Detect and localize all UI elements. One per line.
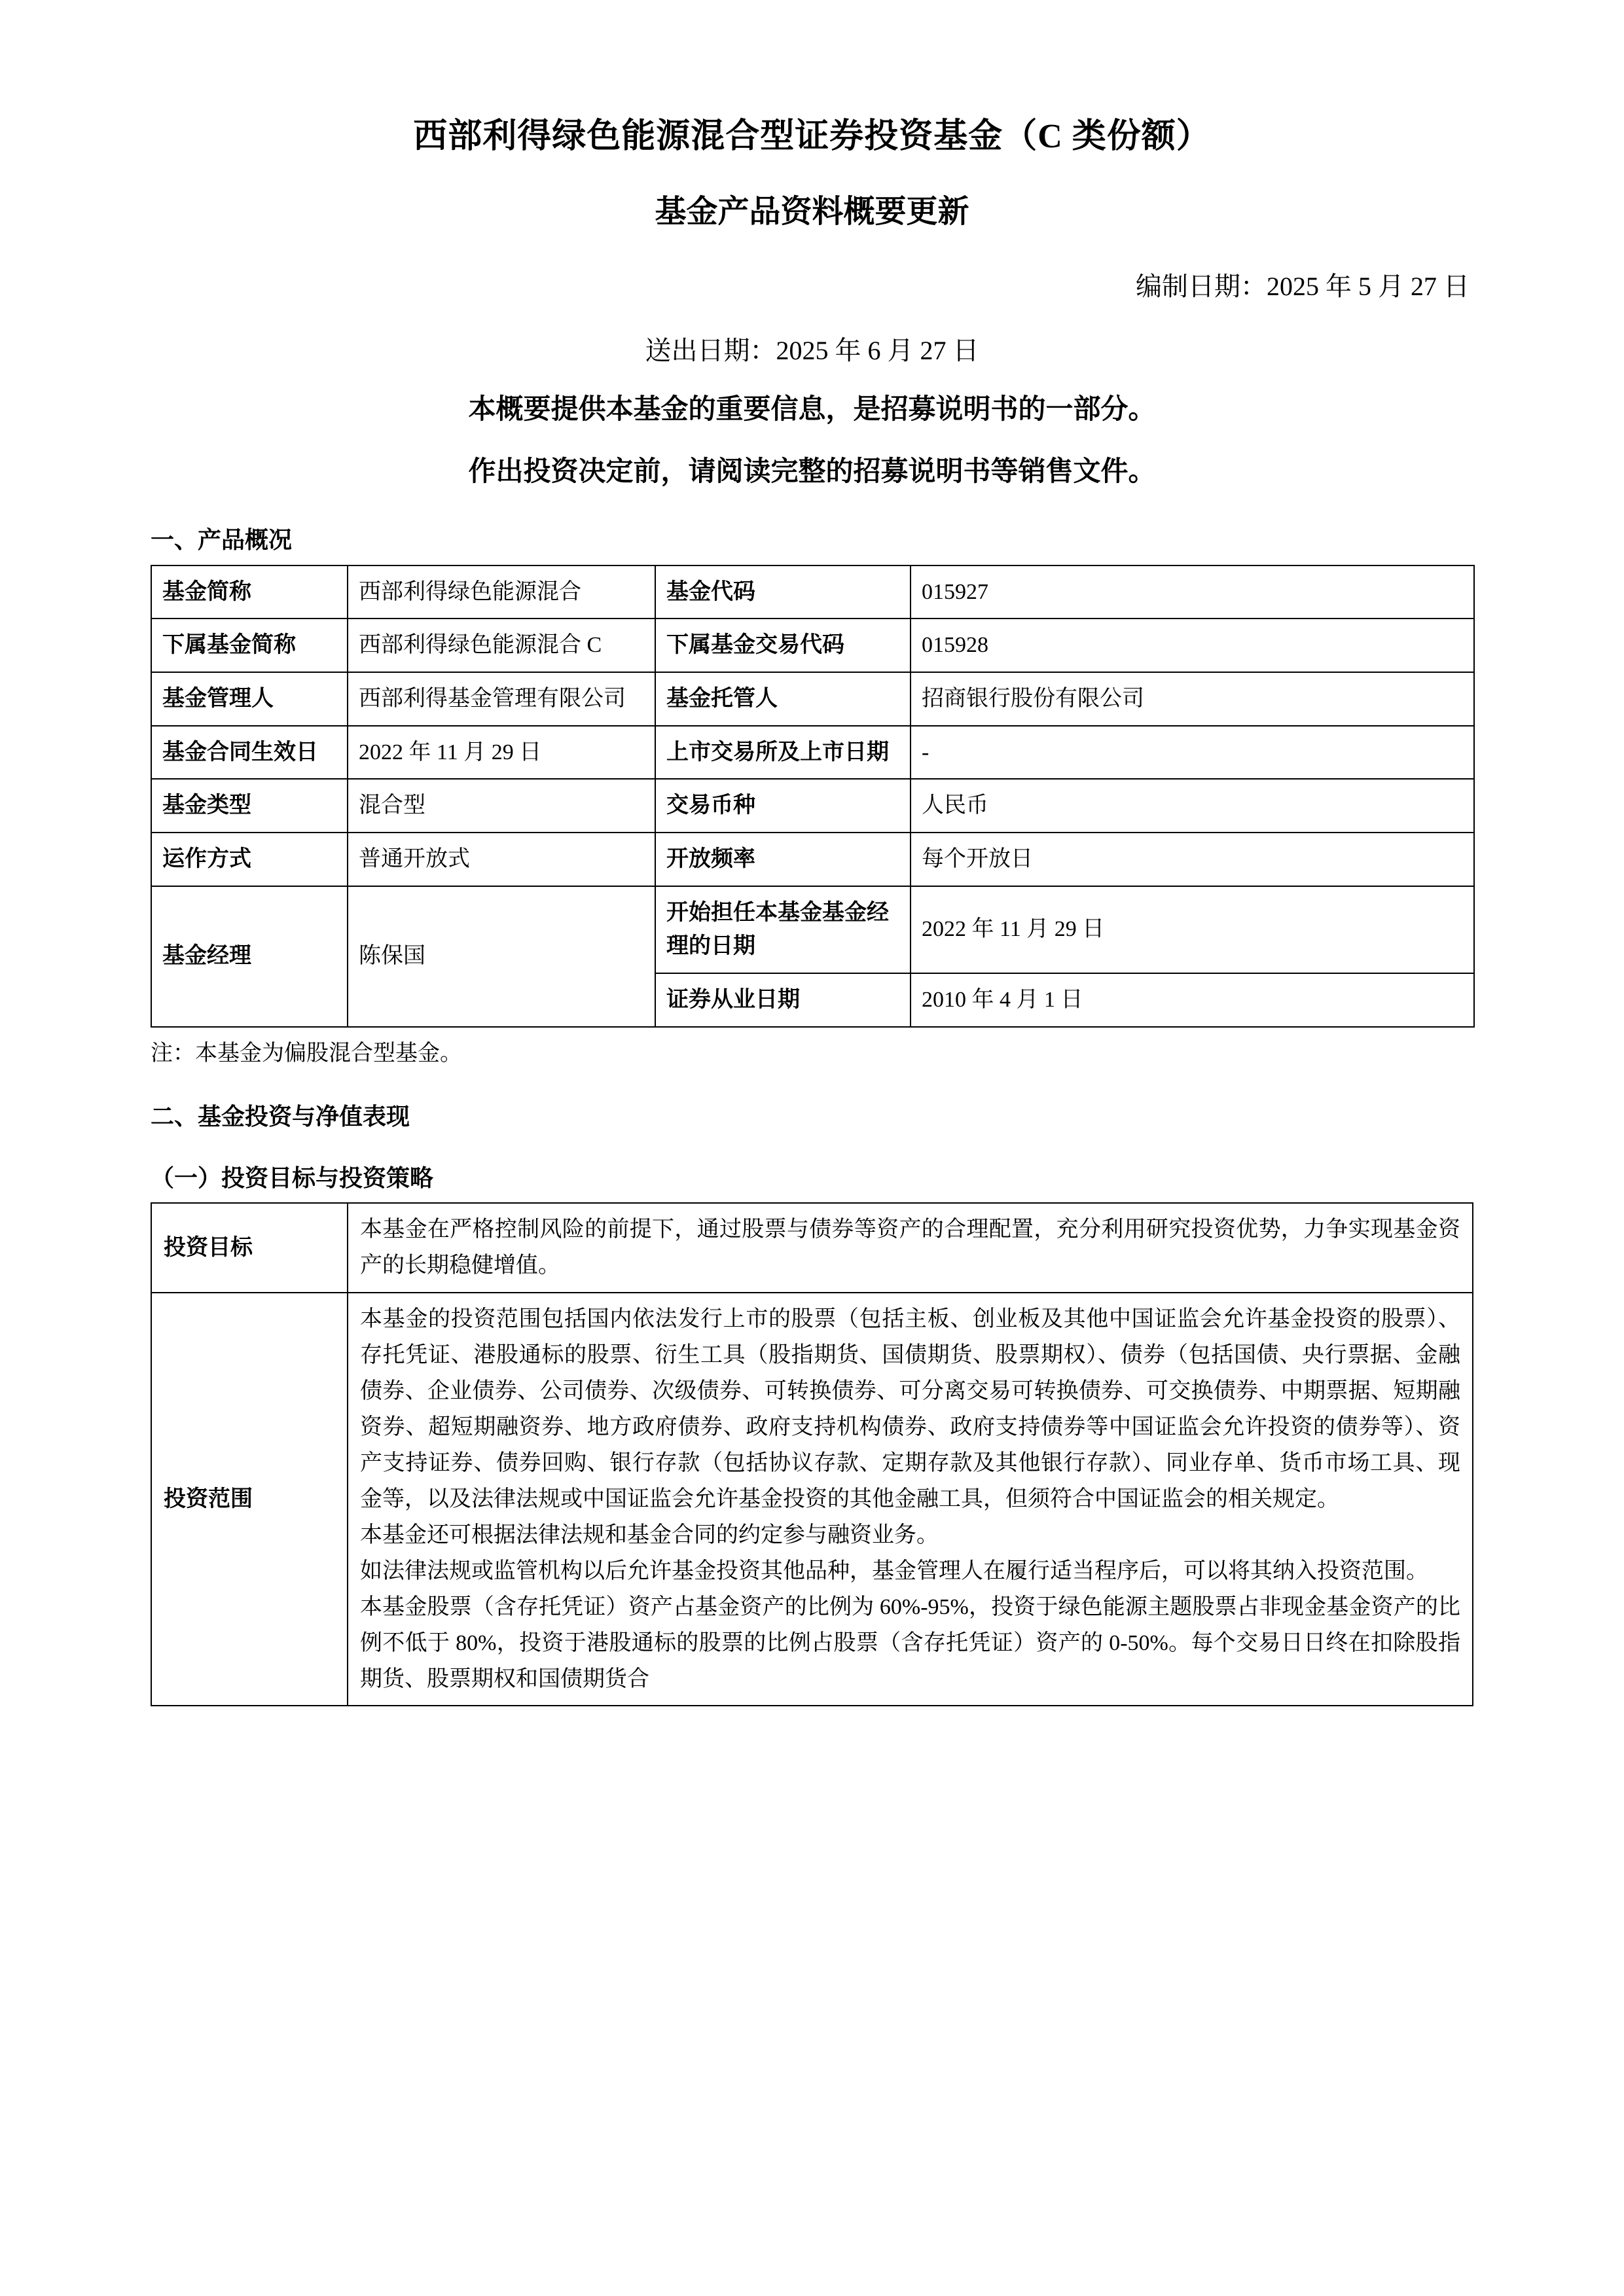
intro-statement-1: 本概要提供本基金的重要信息，是招募说明书的一部分。 bbox=[468, 395, 1156, 425]
cell-value: 西部利得绿色能源混合 C bbox=[348, 619, 655, 672]
cell-value: 混合型 bbox=[348, 779, 655, 833]
cell-label: 基金类型 bbox=[151, 779, 348, 833]
cell-label-fund-manager: 基金经理 bbox=[151, 886, 348, 1027]
cell-label-investment-scope: 投资范围 bbox=[151, 1293, 348, 1706]
cell-value: 015927 bbox=[911, 565, 1474, 619]
table-row bbox=[151, 672, 1474, 726]
investment-strategy-table bbox=[151, 1202, 1473, 1706]
cell-value: 普通开放式 bbox=[348, 833, 655, 886]
table-row bbox=[151, 833, 1474, 886]
cell-value-fund-manager-name: 陈保国 bbox=[348, 886, 655, 1027]
cell-value: - bbox=[911, 726, 1474, 780]
cell-value: 2022 年 11 月 29 日 bbox=[348, 726, 655, 780]
cell-label: 基金代码 bbox=[655, 565, 911, 619]
cell-label: 开放频率 bbox=[655, 833, 911, 886]
cell-value: 人民币 bbox=[911, 779, 1474, 833]
product-overview-note: 注：本基金为偏股混合型基金。 bbox=[151, 1041, 462, 1066]
cell-value-investment-objective: 本基金在严格控制风险的前提下，通过股票与债券等资产的合理配置，充分利用研究投资优势，力争实现基金资产的长期稳健增值。 bbox=[348, 1203, 1473, 1292]
prepared-date: 编制日期：2025 年 5 月 27 日 bbox=[1136, 272, 1470, 301]
cell-value: 015928 bbox=[911, 619, 1474, 672]
cell-label-industry-date: 证券从业日期 bbox=[655, 973, 911, 1027]
product-overview-table bbox=[151, 565, 1475, 1028]
cell-value: 西部利得绿色能源混合 bbox=[348, 565, 655, 619]
table-row bbox=[151, 619, 1474, 672]
cell-label: 运作方式 bbox=[151, 833, 348, 886]
issued-date: 送出日期：2025 年 6 月 27 日 bbox=[645, 336, 979, 365]
cell-value-start-date: 2022 年 11 月 29 日 bbox=[911, 886, 1474, 973]
section-heading-investment-performance: 二、基金投资与净值表现 bbox=[151, 1103, 410, 1130]
section-heading-product-overview: 一、产品概况 bbox=[151, 527, 293, 554]
cell-label: 基金合同生效日 bbox=[151, 726, 348, 780]
scope-paragraph: 本基金的投资范围包括国内依法发行上市的股票（包括主板、创业板及其他中国证监会允许基金投资的股票）、存托凭证、港股通标的股票、衍生工具（股指期货、国债期货、股票期权）、债券（包括国债、央行票据、金融债券、企业债券、公司债券、次级债券、可转换债券、可分离交易可转换债券、可交换债券、中期票据、短期融资券、超短期融资券、地方政府债券、政府支持机构债券、政府支持债券等中国证监会允许投资的债券等）、资产支持证券、债券回购、银行存款（包括协议存款、定期存款及其他银行存款）、同业存单、货币市场工具、现金等，以及法律法规或中国证监会允许基金投资的其他金融工具，但须符合中国证监会的相关规定。 bbox=[360, 1306, 1460, 1511]
table-row bbox=[151, 726, 1474, 780]
cell-label-investment-objective: 投资目标 bbox=[151, 1203, 348, 1292]
scope-paragraph: 如法律法规或监管机构以后允许基金投资其他品种，基金管理人在履行适当程序后，可以将其纳入投资范围。 bbox=[360, 1559, 1428, 1584]
cell-label: 基金托管人 bbox=[655, 672, 911, 726]
cell-label: 下属基金简称 bbox=[151, 619, 348, 672]
cell-label: 下属基金交易代码 bbox=[655, 619, 911, 672]
page-title: 西部利得绿色能源混合型证券投资基金（C 类份额） bbox=[413, 118, 1211, 155]
table-row bbox=[151, 779, 1474, 833]
subsection-heading-objective-strategy: （一）投资目标与投资策略 bbox=[151, 1165, 434, 1192]
table-row-investment-objective bbox=[151, 1203, 1473, 1292]
table-row bbox=[151, 565, 1474, 619]
cell-label: 交易币种 bbox=[655, 779, 911, 833]
cell-label: 基金管理人 bbox=[151, 672, 348, 726]
page-subtitle: 基金产品资料概要更新 bbox=[655, 194, 969, 229]
scope-paragraph: 本基金股票（含存托凭证）资产占基金资产的比例为 60%-95%，投资于绿色能源主题股票占非现金基金资产的比例不低于 80%，投资于港股通标的股票的比例占股票（含存托凭证）资产的 0-50%。每个交易日日终在扣除股指期货、股票期权和国债期货合 bbox=[360, 1595, 1460, 1692]
cell-value-industry-date: 2010 年 4 月 1 日 bbox=[911, 973, 1474, 1027]
cell-value: 招商银行股份有限公司 bbox=[911, 672, 1474, 726]
scope-paragraph: 本基金还可根据法律法规和基金合同的约定参与融资业务。 bbox=[360, 1523, 939, 1548]
table-row-investment-scope bbox=[151, 1293, 1473, 1706]
cell-label: 上市交易所及上市日期 bbox=[655, 726, 911, 780]
table-row-fund-manager bbox=[151, 886, 1474, 973]
cell-value-investment-scope bbox=[348, 1293, 1473, 1706]
cell-value: 每个开放日 bbox=[911, 833, 1474, 886]
intro-statement-2: 作出投资决定前，请阅读完整的招募说明书等销售文件。 bbox=[468, 457, 1156, 488]
cell-label-start-date: 开始担任本基金基金经理的日期 bbox=[655, 886, 911, 973]
cell-label: 基金简称 bbox=[151, 565, 348, 619]
cell-value: 西部利得基金管理有限公司 bbox=[348, 672, 655, 726]
